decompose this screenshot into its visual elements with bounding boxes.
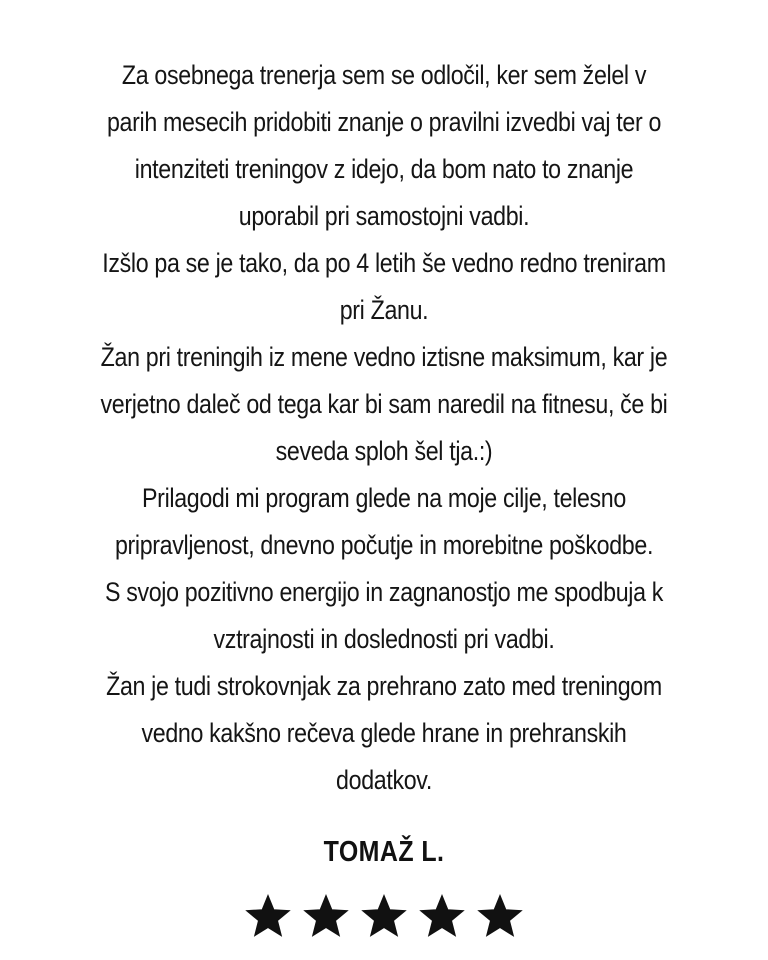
testimonial-card xyxy=(40,52,728,940)
star-icon xyxy=(302,892,350,940)
star-icon xyxy=(360,892,408,940)
review-line: Žan je tudi strokovnjak za prehrano zato med treningom xyxy=(106,671,662,701)
review-line: S svojo pozitivno energijo in zagnanostjo me spodbuja k xyxy=(104,577,664,607)
review-line: parih mesecih pridobiti znanje o pravilni izvedbi vaj ter o xyxy=(106,107,662,137)
star-icon xyxy=(476,892,524,940)
review-line: Prilagodi mi program glede na moje cilje, telesno xyxy=(142,483,626,513)
review-line: verjetno daleč od tega kar bi sam naredil na fitnesu, če bi xyxy=(100,389,668,419)
review-text xyxy=(40,52,728,804)
review-line: intenziteti treningov z idejo, da bom nato to znanje xyxy=(134,154,634,184)
review-line: Izšlo pa se je tako, da po 4 letih še vedno redno treniram xyxy=(102,248,666,278)
star-icon xyxy=(418,892,466,940)
review-line: pri Žanu. xyxy=(339,295,429,325)
review-line: vztrajnosti in doslednosti pri vadbi. xyxy=(213,624,555,654)
author-name: TOMAŽ L. xyxy=(323,836,445,868)
star-rating xyxy=(40,892,728,940)
review-line: uporabil pri samostojni vadbi. xyxy=(238,201,530,231)
review-line: Za osebnega trenerja sem se odločil, ker sem želel v xyxy=(121,60,647,90)
review-line: pripravljenost, dnevno počutje in morebitne poškodbe. xyxy=(114,530,654,560)
review-line: dodatkov. xyxy=(336,765,432,795)
review-line: Žan pri treningih iz mene vedno iztisne maksimum, kar je xyxy=(100,342,668,372)
star-icon xyxy=(244,892,292,940)
review-line: seveda sploh šel tja.:) xyxy=(275,436,493,466)
review-line: vedno kakšno rečeva glede hrane in prehranskih xyxy=(141,718,627,748)
